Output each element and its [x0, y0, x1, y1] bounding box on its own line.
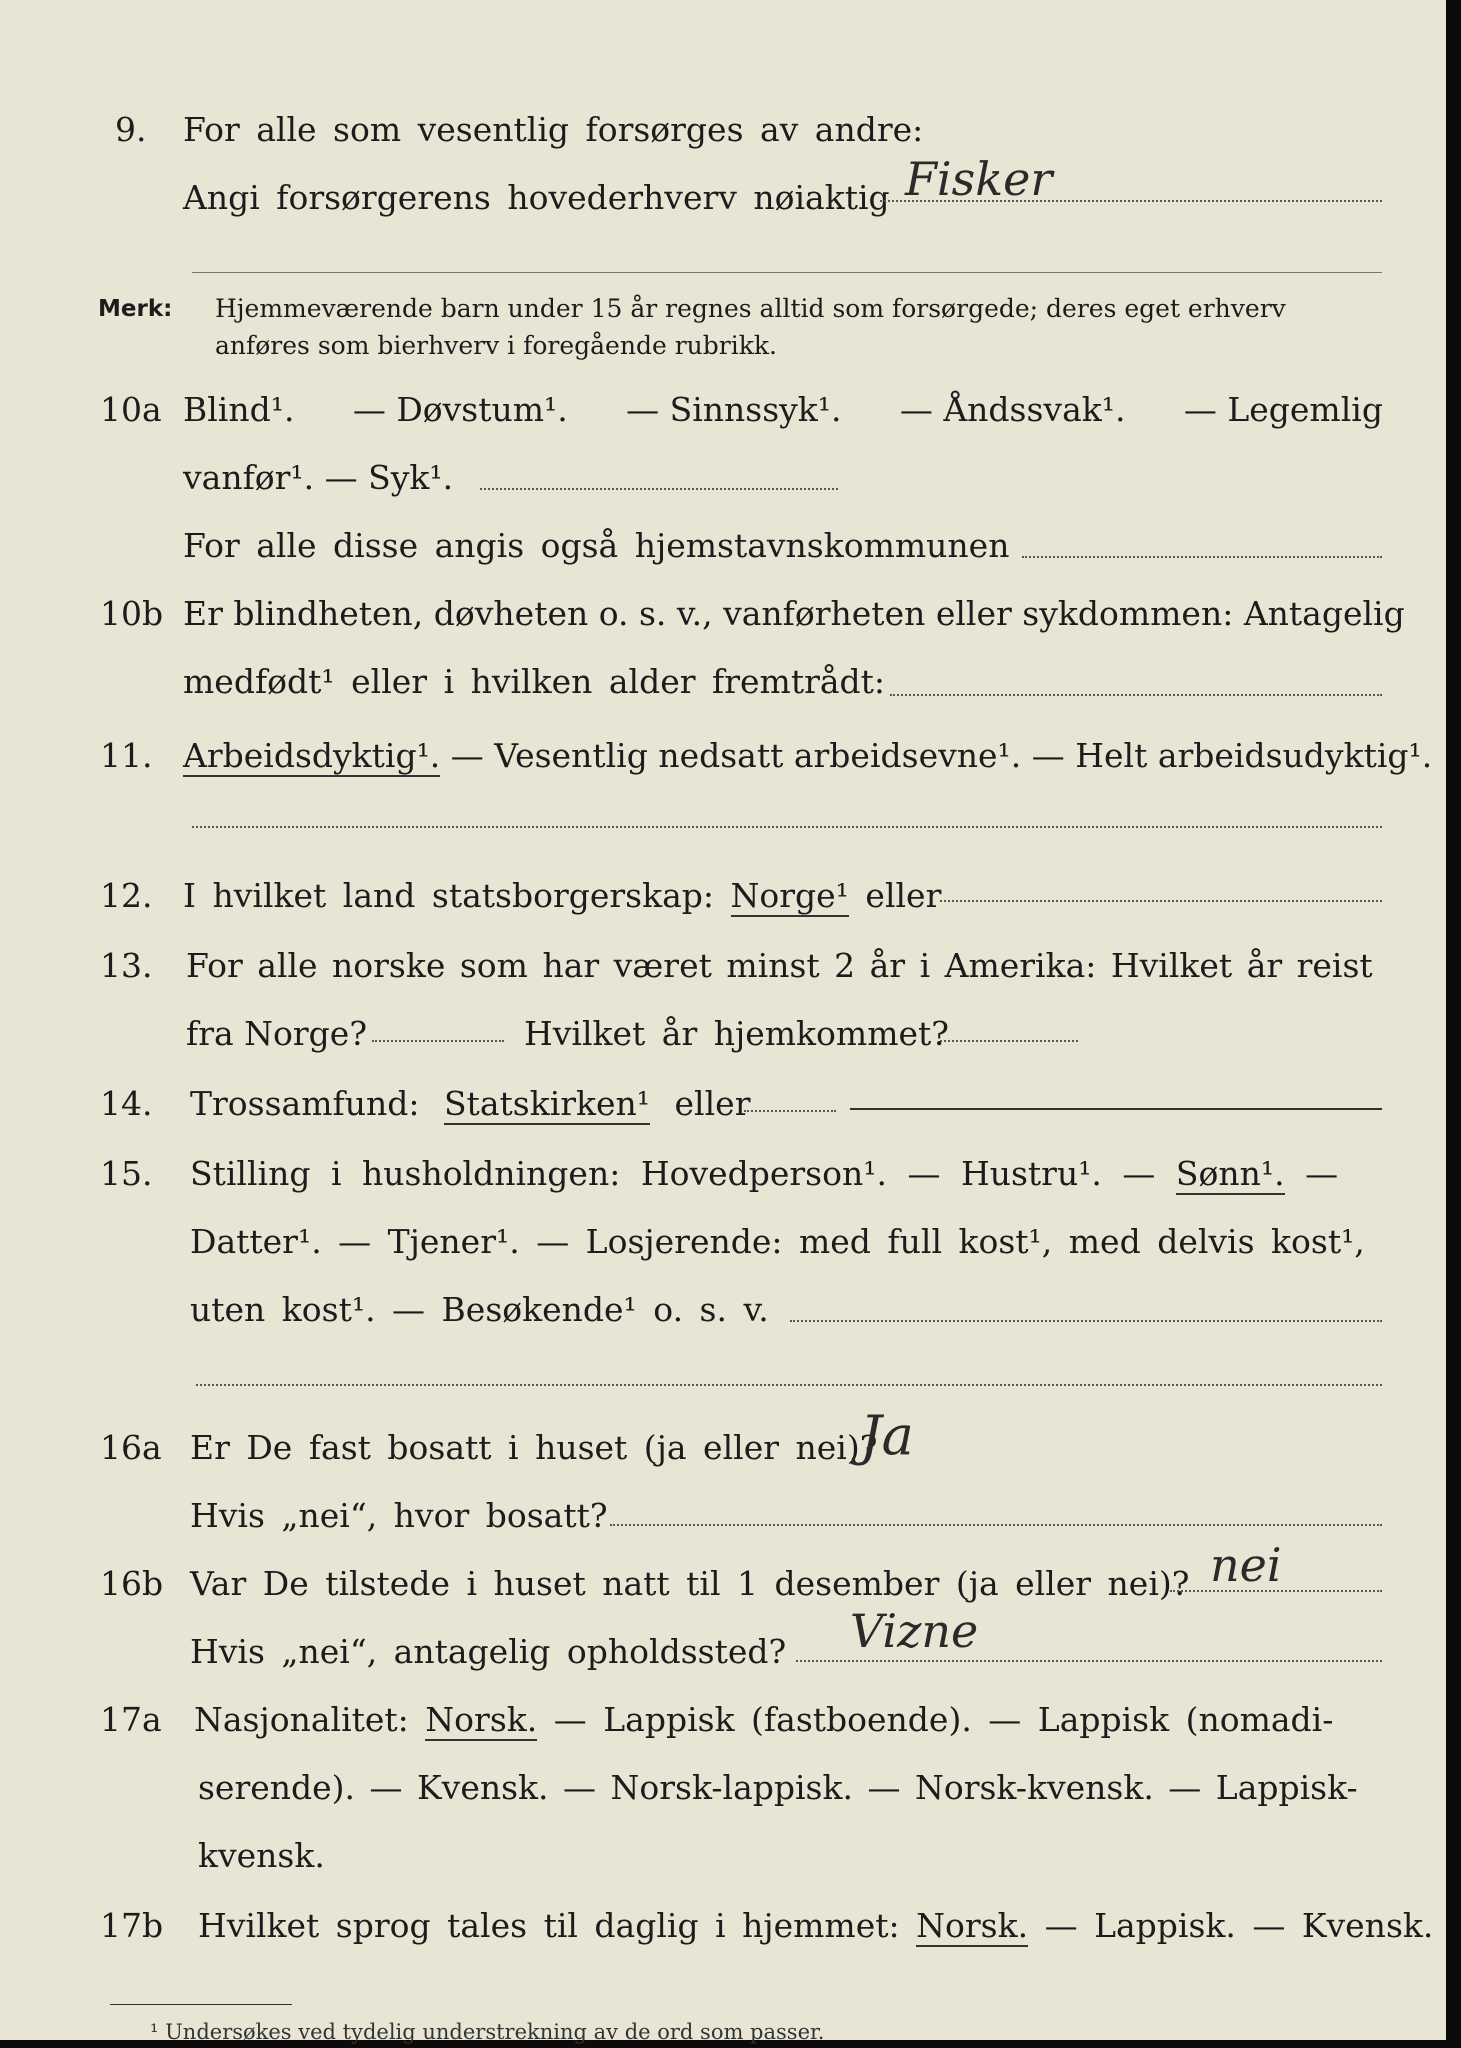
q12-opt-norge: Norge¹: [730, 876, 849, 915]
q13-line2a: fra Norge?: [186, 1014, 368, 1053]
q10b-number: 10b: [100, 594, 164, 633]
q17a-opt-norsk: Norsk.: [425, 1700, 538, 1739]
q16a-answer-line: [610, 1524, 1382, 1526]
q17b-post: — Lappisk. — Kvensk.: [1044, 1906, 1434, 1945]
q17a-line1: [194, 1700, 1333, 1740]
q15-line1a: Stilling i husholdningen: Hovedperson¹. — Hustru¹. —: [190, 1154, 1156, 1193]
q14-post: eller: [674, 1084, 751, 1123]
q15-extra-line: [196, 1384, 1382, 1386]
footnote-rule: [110, 2004, 292, 2005]
q9-number: 9.: [115, 110, 147, 149]
q17a-rest: — Lappisk (fastboende). — Lappisk (nomadi-: [553, 1700, 1334, 1739]
q17a-pre: Nasjonalitet:: [194, 1700, 409, 1739]
q11-line: [183, 736, 1432, 776]
q16a-line2: Hvis „nei“, hvor bosatt?: [190, 1496, 608, 1535]
q17a-line3: kvensk.: [198, 1836, 325, 1875]
q14-opt-statskirken: Statskirken¹: [443, 1084, 651, 1123]
q14-number: 14.: [100, 1084, 153, 1123]
q9-extra-line: [192, 272, 1382, 273]
q16b-answer2-line: [796, 1660, 1382, 1662]
q13-hjemkommet-line: [940, 1040, 1078, 1042]
q9-line2: Angi forsørgerens hovederhverv nøiaktig: [183, 178, 890, 217]
q16b-number: 16b: [100, 1564, 164, 1603]
q12-post: eller: [865, 876, 942, 915]
q10a-line3: For alle disse angis også hjemstavnskommunen: [183, 526, 1010, 565]
q13-reist-line: [372, 1040, 504, 1042]
q10a-syk-line: [480, 488, 838, 490]
q17b-number: 17b: [100, 1906, 164, 1945]
q10a-opt-andssvak: — Åndssvak¹.: [899, 390, 1126, 429]
q10a-number: 10a: [100, 390, 162, 429]
q10a-line1: [183, 390, 1383, 430]
q15-line3: uten kost¹. — Besøkende¹ o. s. v.: [190, 1290, 769, 1329]
q11-number: 11.: [100, 736, 153, 775]
q9-handwritten-answer: Fisker: [905, 152, 1053, 206]
q16b-line2: Hvis „nei“, antagelig opholdssted?: [190, 1632, 787, 1671]
q10b-answer-line: [890, 694, 1382, 696]
q13-line2b: Hvilket år hjemkommet?: [524, 1014, 949, 1053]
q13-number: 13.: [100, 946, 153, 985]
q10a-line2: vanfør¹. — Syk¹.: [183, 458, 454, 497]
q13-line1: For alle norske som har været minst 2 år i Amerika: Hvilket år reist: [186, 946, 1373, 985]
q16a-number: 16a: [100, 1428, 162, 1467]
q15-line1c: —: [1305, 1154, 1339, 1193]
q14-line: [190, 1084, 750, 1124]
q10a-opt-blind: Blind¹.: [183, 390, 295, 429]
q16a-line1: Er De fast bosatt i huset (ja eller nei)?: [190, 1428, 878, 1467]
q15-opt-sonn: Sønn¹.: [1175, 1154, 1285, 1193]
q17a-number: 17a: [100, 1700, 162, 1739]
q17b-line: [198, 1906, 1433, 1946]
q17b-opt-norsk: Norsk.: [916, 1906, 1029, 1945]
q9-line1: For alle som vesentlig forsørges av andre:: [183, 110, 924, 149]
q12-line: [183, 876, 941, 916]
q10b-line2: medfødt¹ eller i hvilken alder fremtrådt:: [183, 662, 886, 701]
q11-opt-arbeidsdyktig: Arbeidsdyktig¹.: [183, 736, 441, 775]
q15-line1: [190, 1154, 1338, 1194]
q12-number: 12.: [100, 876, 153, 915]
q16b-line1: Var De tilstede i huset natt til 1 desember (ja eller nei)?: [190, 1564, 1190, 1603]
q15-number: 15.: [100, 1154, 153, 1193]
q11-rest: — Vesentlig nedsatt arbeidsevne¹. — Helt arbeidsudyktig¹.: [450, 736, 1433, 775]
merk-label: Merk:: [98, 296, 173, 322]
q10a-hjemstavn-line: [1022, 556, 1382, 558]
q10b-line1: Er blindheten, døvheten o. s. v., vanførheten eller sykdommen: Antagelig: [183, 594, 1405, 633]
q16b-handwritten-answer2: Vizne: [850, 1604, 979, 1658]
q14-answer-line-b: [850, 1108, 1382, 1110]
q14-pre: Trossamfund:: [190, 1084, 420, 1123]
merk-line2: anføres som bierhverv i foregående rubrikk.: [215, 331, 777, 360]
q17a-line2: serende). — Kvensk. — Norsk-lappisk. — Norsk-kvensk. — Lappisk-: [198, 1768, 1358, 1807]
q10a-opt-sinnssyk: — Sinnssyk¹.: [626, 390, 842, 429]
q10a-opt-dovstum: — Døvstum¹.: [352, 390, 568, 429]
merk-line1: Hjemmeværende barn under 15 år regnes alltid som forsørgede; deres eget erhverv: [215, 294, 1286, 323]
q16a-handwritten-answer: Ja: [860, 1404, 914, 1467]
q11-extra-line: [192, 826, 1382, 828]
q12-answer-line: [940, 900, 1382, 902]
q15-answer-line: [790, 1320, 1382, 1322]
footnote-text: ¹ Undersøkes ved tydelig understrekning av de ord som passer.: [150, 2020, 825, 2044]
q12-pre: I hvilket land statsborgerskap:: [183, 876, 715, 915]
q15-line2: Datter¹. — Tjener¹. — Losjerende: med full kost¹, med delvis kost¹,: [190, 1222, 1365, 1261]
q16b-handwritten-answer1: nei: [1210, 1538, 1282, 1592]
q14-answer-line-a: [744, 1110, 836, 1112]
q17b-pre: Hvilket sprog tales til daglig i hjemmet:: [198, 1906, 900, 1945]
q10a-opt-legemlig: — Legemlig: [1183, 390, 1383, 429]
